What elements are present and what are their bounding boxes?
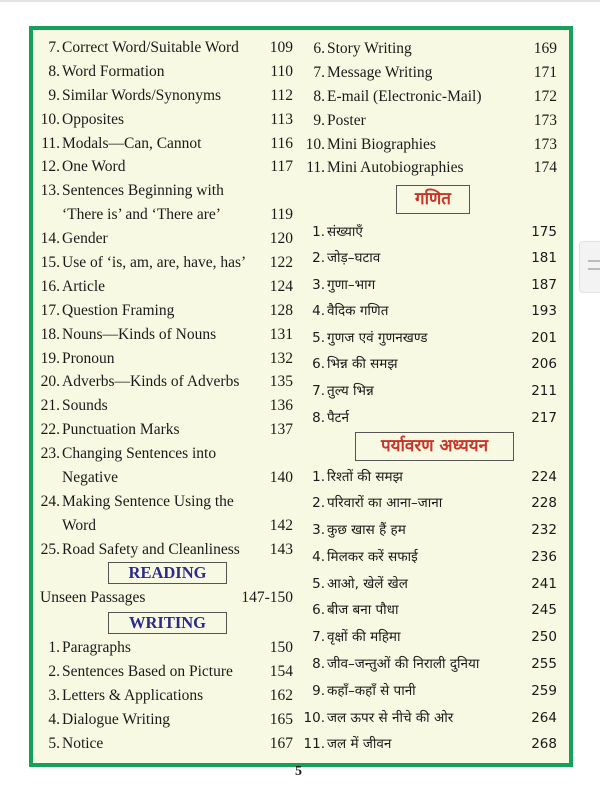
item-page: 173 — [533, 111, 557, 129]
item-title: Sentences Beginning with — [62, 182, 224, 200]
list-item — [303, 597, 557, 624]
list-item — [303, 378, 557, 405]
list-item — [303, 298, 557, 325]
item-page: 116 — [270, 134, 293, 152]
list-item — [38, 660, 293, 684]
item-page: 140 — [269, 469, 293, 487]
item-number: 18. — [40, 325, 60, 343]
item-number: 6. — [312, 602, 325, 619]
page-number: 5 — [295, 764, 302, 779]
item-page: 175 — [531, 223, 557, 240]
item-title: Modals—Can, Cannot — [62, 134, 202, 152]
item-page: 264 — [531, 709, 557, 726]
item-number: 22. — [40, 421, 60, 439]
item-number: 6. — [313, 40, 325, 57]
item-page: 173 — [533, 135, 557, 153]
item-title: Mini Biographies — [327, 135, 436, 153]
item-title: भिन्न की समझ — [327, 356, 398, 373]
list-item — [38, 370, 293, 394]
item-title: Nouns—Kinds of Nouns — [62, 325, 217, 343]
item-title: कहाँ–कहाँ से पानी — [327, 682, 416, 699]
item-number: 4. — [312, 303, 325, 320]
item-title: Gender — [62, 230, 108, 248]
item-number: 5. — [312, 575, 325, 592]
item-number: 14. — [40, 230, 60, 248]
list-item — [38, 347, 293, 371]
list-item — [38, 323, 293, 347]
list-item — [303, 219, 557, 246]
item-title: Word — [62, 516, 97, 534]
item-title: पैटर्न — [327, 409, 349, 426]
item-number: 7. — [313, 63, 325, 81]
writing-heading: WRITING — [108, 612, 227, 634]
item-number: 11. — [41, 134, 60, 152]
item-page: 206 — [531, 356, 557, 373]
item-title: Changing Sentences into — [62, 445, 217, 463]
list-item — [303, 109, 557, 133]
item-number: 2. — [312, 250, 325, 267]
item-title: गुणा–भाग — [327, 276, 376, 293]
writing-list — [38, 636, 293, 755]
item-number: 1. — [312, 223, 325, 240]
item-page: 137 — [269, 421, 293, 439]
item-number: 3. — [312, 276, 325, 293]
english-contents-list — [38, 36, 293, 562]
item-title: गुणज एवं गुणनखण्ड — [327, 329, 428, 346]
list-item — [303, 678, 557, 705]
item-page: 120 — [269, 230, 293, 248]
item-page: 193 — [531, 303, 557, 320]
item-title: वैदिक गणित — [327, 303, 389, 320]
evs-heading: पर्यावरण अध्ययन — [355, 432, 514, 461]
item-number: 13. — [40, 182, 60, 200]
item-title: One Word — [62, 158, 126, 176]
item-title: Sentences Based on Picture — [62, 662, 233, 680]
item-page: 112 — [270, 86, 293, 104]
list-item — [38, 586, 293, 610]
list-item — [38, 490, 293, 514]
item-number: 25. — [40, 540, 60, 558]
item-title: Pronoun — [62, 349, 115, 367]
item-title: E-mail (Electronic-Mail) — [327, 87, 482, 105]
item-page: 187 — [531, 276, 557, 293]
list-item — [38, 179, 293, 203]
item-page: 132 — [269, 349, 293, 367]
item-page: 109 — [269, 39, 293, 56]
list-item — [303, 325, 557, 352]
list-item — [38, 108, 293, 132]
item-title: तुल्य भिन्न — [327, 383, 374, 400]
list-item — [38, 251, 293, 275]
item-title: Article — [62, 277, 106, 295]
item-page: 124 — [269, 277, 293, 295]
list-item — [38, 203, 293, 227]
item-number: 8. — [313, 87, 325, 105]
item-page: 165 — [269, 710, 293, 728]
item-page: 172 — [533, 87, 557, 105]
item-page: 181 — [531, 250, 557, 267]
item-number: 9. — [313, 111, 325, 129]
item-title: परिवारों का आना–जाना — [327, 495, 443, 512]
item-page: 122 — [269, 254, 293, 272]
item-title: Letters & Applications — [62, 686, 204, 704]
item-title: वृक्षों की महिमा — [327, 629, 401, 646]
list-item — [38, 684, 293, 708]
item-number: 8. — [48, 62, 60, 80]
evs-list — [303, 464, 557, 759]
list-item — [303, 651, 557, 678]
item-page: 169 — [533, 40, 557, 57]
item-number: 3. — [312, 522, 325, 539]
list-item — [38, 418, 293, 442]
item-number: 4. — [312, 548, 325, 565]
item-page: 255 — [531, 656, 557, 673]
list-item — [38, 466, 293, 490]
side-panel-handle[interactable] — [579, 241, 600, 293]
item-page: 201 — [531, 329, 557, 346]
item-number: 7. — [312, 629, 325, 646]
item-number: 5. — [48, 734, 60, 752]
list-item — [303, 731, 557, 758]
item-page: 113 — [270, 110, 293, 128]
item-number: 11. — [306, 159, 325, 177]
list-item — [303, 351, 557, 378]
item-number: 7. — [312, 383, 325, 400]
item-page: 228 — [531, 495, 557, 512]
item-title: Word Formation — [62, 62, 165, 80]
item-page: 136 — [269, 397, 293, 415]
item-number: 3. — [48, 686, 60, 704]
item-page: 171 — [533, 63, 557, 81]
list-item — [303, 133, 557, 157]
list-item — [38, 132, 293, 156]
item-page: 259 — [531, 682, 557, 699]
list-item — [38, 394, 293, 418]
item-number: 10. — [303, 709, 325, 726]
item-number: 9. — [312, 682, 325, 699]
list-item — [38, 299, 293, 323]
item-number: 10. — [40, 110, 60, 128]
item-title: Road Safety and Cleanliness — [62, 540, 240, 558]
list-item — [38, 227, 293, 251]
list-item — [38, 708, 293, 732]
item-title: आओ, खेलें खेल — [327, 575, 408, 592]
list-item — [38, 60, 293, 84]
item-page: 241 — [531, 575, 557, 592]
list-item — [303, 37, 557, 61]
list-item — [38, 538, 293, 562]
item-page: 110 — [270, 62, 293, 80]
item-title: Paragraphs — [62, 639, 131, 656]
item-title: जल में जीवन — [327, 736, 392, 753]
item-number: 1. — [48, 639, 60, 656]
item-number: 2. — [312, 495, 325, 512]
item-number: 20. — [40, 373, 60, 391]
writing-list-continued — [303, 37, 557, 180]
item-title: Story Writing — [327, 40, 412, 57]
list-item — [303, 245, 557, 272]
list-item — [38, 442, 293, 466]
item-page: 236 — [531, 548, 557, 565]
item-page: 224 — [531, 468, 557, 485]
item-number: 7. — [48, 39, 60, 56]
item-number: 15. — [40, 254, 60, 272]
item-number: 16. — [40, 277, 60, 295]
item-page: 167 — [269, 734, 293, 752]
item-page: 143 — [269, 540, 293, 558]
math-heading: गणित — [396, 185, 470, 214]
item-title: Mini Autobiographies — [327, 159, 464, 177]
item-number: 24. — [40, 492, 60, 510]
item-title: जीव–जन्तुओं की निराली दुनिया — [327, 656, 480, 673]
item-number: 19. — [40, 349, 60, 367]
item-title: Message Writing — [327, 63, 433, 81]
item-number: 8. — [312, 656, 325, 673]
item-title: मिलकर करें सफाई — [327, 548, 418, 565]
reading-list — [38, 586, 293, 610]
list-item — [303, 272, 557, 299]
list-item — [303, 705, 557, 732]
list-item — [303, 405, 557, 432]
item-number: 2. — [48, 662, 60, 680]
list-item — [303, 571, 557, 598]
item-page: 268 — [531, 736, 557, 753]
math-list — [303, 219, 557, 432]
reading-heading: READING — [108, 562, 227, 584]
item-page: 128 — [269, 301, 293, 319]
item-number: 12. — [40, 158, 60, 176]
item-number: 21. — [40, 397, 60, 415]
item-title: Use of ‘is, am, are, have, has’ — [62, 254, 247, 272]
item-number: 10. — [305, 135, 325, 153]
item-title: Poster — [327, 111, 366, 129]
list-item — [303, 490, 557, 517]
item-title: Making Sentence Using the — [62, 492, 234, 510]
item-title: कुछ खास हैं हम — [327, 522, 406, 539]
item-number: 9. — [48, 86, 60, 104]
item-title: Punctuation Marks — [62, 421, 180, 439]
item-page: 147-150 — [241, 589, 293, 606]
item-title: बीज बना पौधा — [327, 602, 399, 619]
item-page: 150 — [269, 639, 293, 656]
list-item — [303, 464, 557, 491]
list-item — [303, 544, 557, 571]
item-title: Notice — [62, 734, 104, 752]
list-item — [303, 61, 557, 85]
item-title: Adverbs—Kinds of Adverbs — [62, 373, 240, 391]
item-title: Opposites — [62, 110, 124, 128]
item-title: Question Framing — [62, 301, 175, 319]
list-item — [38, 84, 293, 108]
item-number: 6. — [312, 356, 325, 373]
item-page: 135 — [269, 373, 293, 391]
item-number: 11. — [303, 736, 325, 753]
item-title: Dialogue Writing — [62, 710, 171, 728]
item-page: 142 — [269, 516, 293, 534]
item-page: 119 — [270, 206, 293, 224]
list-item — [38, 275, 293, 299]
item-page: 162 — [269, 686, 293, 704]
item-title: Correct Word/Suitable Word — [62, 39, 239, 56]
item-page: 174 — [533, 159, 557, 177]
item-title: संख्याएँ — [327, 223, 363, 240]
list-item — [38, 636, 293, 660]
list-item — [303, 517, 557, 544]
item-title: Similar Words/Synonyms — [62, 86, 222, 104]
list-item — [303, 156, 557, 180]
list-item — [303, 624, 557, 651]
item-page: 154 — [269, 662, 293, 680]
item-title: Unseen Passages — [40, 589, 146, 606]
list-item — [303, 85, 557, 109]
item-title: ‘There is’ and ‘There are’ — [62, 206, 221, 224]
list-item — [38, 155, 293, 179]
top-bar — [0, 0, 600, 2]
item-title: रिश्तों की समझ — [327, 468, 403, 485]
list-item — [38, 732, 293, 756]
item-number: 1. — [312, 468, 325, 485]
item-page: 232 — [531, 522, 557, 539]
list-item — [38, 514, 293, 538]
item-page: 217 — [531, 409, 557, 426]
item-number: 8. — [312, 409, 325, 426]
item-number: 4. — [48, 710, 60, 728]
item-page: 245 — [531, 602, 557, 619]
item-title: Sounds — [62, 397, 108, 415]
item-page: 131 — [269, 325, 293, 343]
item-title: जोड़–घटाव — [327, 250, 381, 267]
item-title: जल ऊपर से नीचे की ओर — [327, 709, 454, 726]
item-page: 117 — [270, 158, 293, 176]
item-page: 250 — [531, 629, 557, 646]
item-number: 17. — [40, 301, 60, 319]
list-item — [38, 36, 293, 60]
item-title: Negative — [62, 469, 118, 487]
item-number: 23. — [40, 445, 60, 463]
item-page: 211 — [531, 383, 557, 400]
item-number: 5. — [312, 329, 325, 346]
